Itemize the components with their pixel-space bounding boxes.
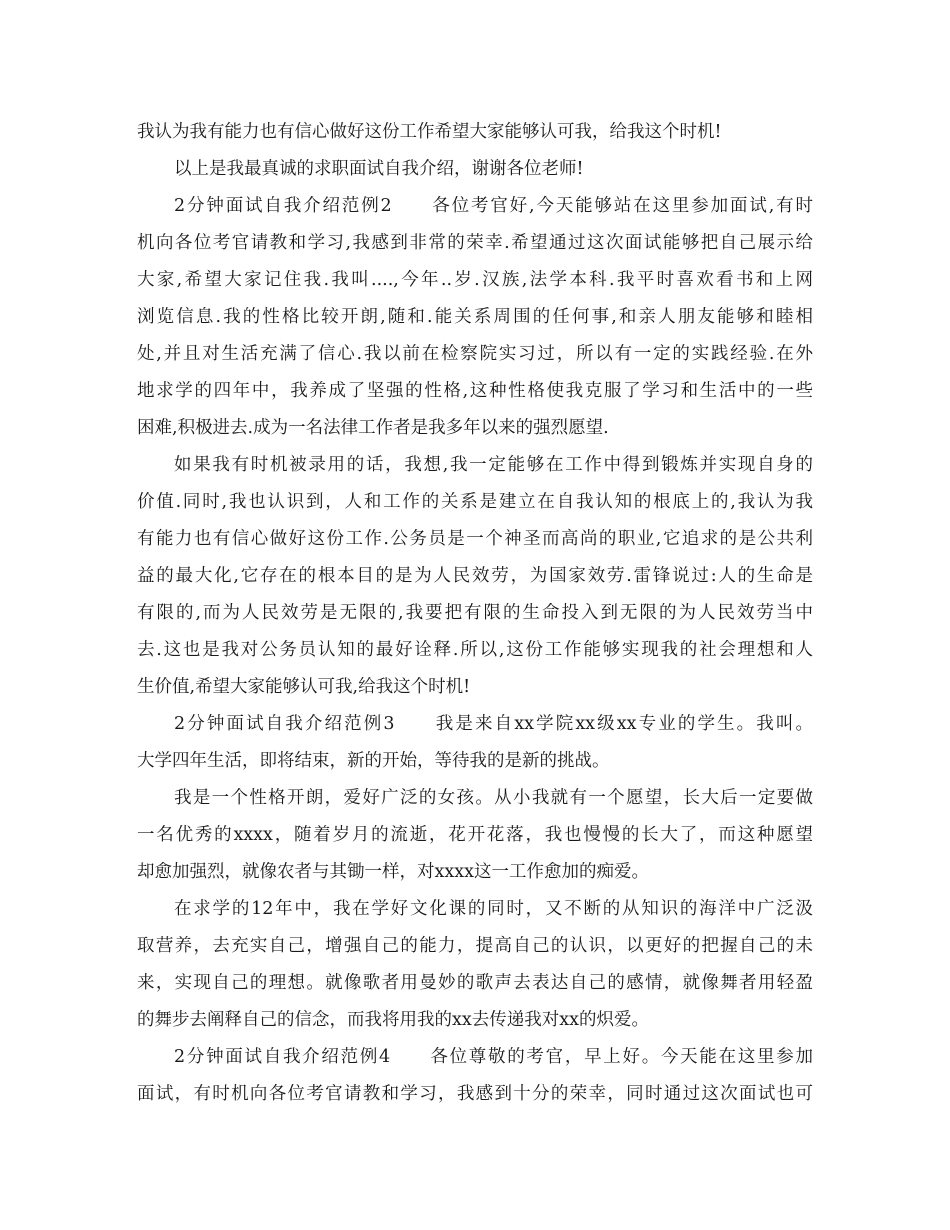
text-line: 地求学的四年中，我养成了坚强的性格,这种性格使我克服了学习和生活中的一些 [137, 381, 813, 401]
text-line: 我认为我有能力也有信心做好这份工作希望大家能够认可我，给我这个时机! [137, 122, 722, 142]
document-body [137, 114, 813, 1113]
text-line: 去.这也是我对公务员认知的最好诠释.所以,这份工作能够实现我的社会理想和人 [137, 640, 813, 660]
text-line: 2分钟面试自我介绍范例3 我是来自xx学院xx级xx专业的学生。我叫。 [174, 714, 813, 734]
text-line: 有限的,而为人民效劳是无限的,我要把有限的生命投入到无限的为人民效劳当中 [137, 603, 813, 623]
text-line: 取营养，去充实自己，增强自己的能力，提高自己的认识，以更好的把握自己的未 [137, 936, 813, 956]
text-line: 处,并且对生活充满了信心.我以前在检察院实习过，所以有一定的实践经验.在外 [137, 344, 813, 364]
text-line: 生价值,希望大家能够认可我,给我这个时机! [137, 677, 471, 697]
text-line: 机向各位考官请教和学习,我感到非常的荣幸.希望通过这次面试能够把自己展示给 [137, 233, 813, 253]
text-line: 来，实现自己的理想。就像歌者用曼妙的歌声去表达自己的感情，就像舞者用轻盈 [137, 973, 813, 993]
text-line: 有能力也有信心做好这份工作.公务员是一个神圣而高尚的职业,它追求的是公共利 [137, 529, 813, 549]
text-line: 却愈加强烈，就像农者与其锄一样，对xxxx这一工作愈加的痴爱。 [137, 862, 649, 882]
text-line: 如果我有时机被录用的话，我想,我一定能够在工作中得到锻炼并实现自身的 [174, 455, 813, 475]
text-line: 2分钟面试自我介绍范例4 各位尊敬的考官，早上好。今天能在这里参加 [174, 1047, 813, 1067]
text-line: 困难,积极进去.成为一名法律工作者是我多年以来的强烈愿望. [137, 418, 609, 438]
text-line: 2分钟面试自我介绍范例2 各位考官好,今天能够站在这里参加面试,有时 [174, 196, 813, 216]
text-line: 价值.同时,我也认识到，人和工作的关系是建立在自我认知的根底上的,我认为我 [137, 492, 813, 512]
text-line: 的舞步去阐释自己的信念，而我将用我的xx去传递我对xx的炽爱。 [137, 1010, 649, 1030]
text-line: 大学四年生活，即将结束，新的开始，等待我的是新的挑战。 [137, 751, 610, 771]
text-line: 大家,希望大家记住我.我叫....,今年..岁.汉族,法学本科.我平时喜欢看书和上网 [137, 270, 813, 290]
text-line: 一名优秀的xxxx，随着岁月的流逝，花开花落，我也慢慢的长大了，而这种愿望 [137, 825, 813, 845]
text-line: 在求学的12年中，我在学好文化课的同时，又不断的从知识的海洋中广泛汲 [174, 899, 813, 919]
text-line: 以上是我最真诚的求职面试自我介绍，谢谢各位老师! [174, 159, 584, 179]
text-line: 浏览信息.我的性格比较开朗,随和.能关系周围的任何事,和亲人朋友能够和睦相 [137, 307, 813, 327]
text-line: 面试，有时机向各位考官请教和学习，我感到十分的荣幸，同时通过这次面试也可 [137, 1084, 813, 1104]
text-line: 我是一个性格开朗，爱好广泛的女孩。从小我就有一个愿望，长大后一定要做 [174, 788, 813, 808]
text-line: 益的最大化,它存在的根本目的是为人民效劳，为国家效劳.雷锋说过:人的生命是 [137, 566, 813, 586]
